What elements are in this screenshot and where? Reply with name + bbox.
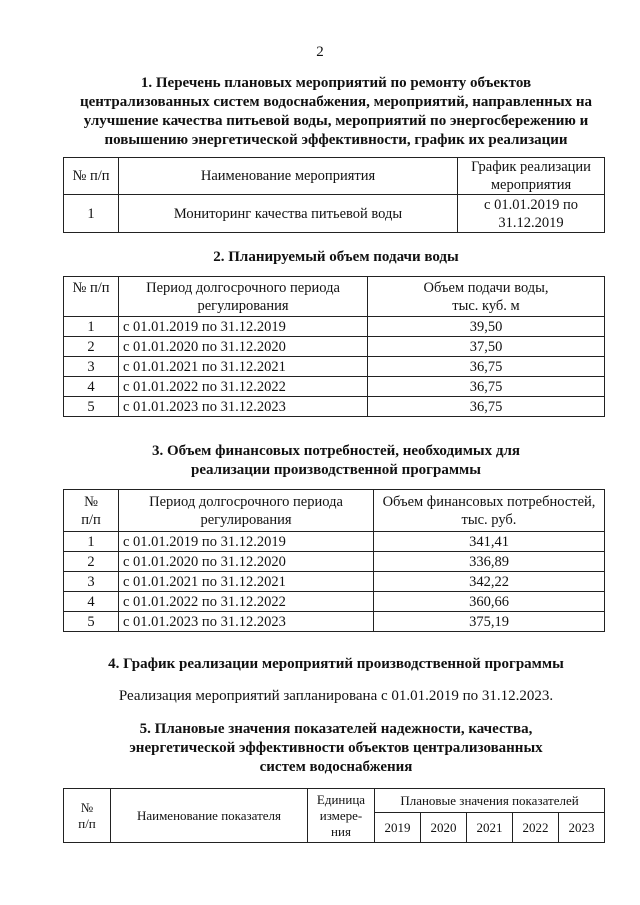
header-period-line2: регулирования: [197, 297, 289, 314]
cell-num: 2: [64, 552, 119, 572]
cell-period: с 01.01.2023 по 31.12.2023: [119, 612, 374, 632]
section4-text: Реализация мероприятий запланирована с 01.01.2019 по 31.12.2023.: [118, 688, 554, 704]
cell-financial-needs: 336,89: [374, 552, 605, 572]
cell-financial-needs: 342,22: [374, 572, 605, 592]
cell-period: с 01.01.2019 по 31.12.2019: [119, 317, 368, 337]
header-volume-line2: тыс. куб. м: [452, 297, 520, 314]
header-num: № п/п: [64, 158, 119, 195]
cell-period: с 01.01.2021 по 31.12.2021: [119, 572, 374, 592]
section3-heading: [60, 442, 612, 480]
section5-heading-line: энергетической эффективности объектов централизованных: [129, 740, 543, 756]
cell-schedule-line1: с 01.01.2019 по: [484, 196, 578, 213]
section5-heading-line: систем водоснабжения: [259, 759, 413, 775]
header-unit: [308, 789, 375, 843]
table-header-row: [64, 490, 605, 532]
cell-volume: 39,50: [368, 317, 605, 337]
table-row: [64, 195, 605, 233]
table-header-row: [64, 158, 605, 195]
section1-heading-line: централизованных систем водоснабжения, мероприятий, направленных на: [79, 94, 593, 110]
section4-heading: 4. График реализации мероприятий производственной программы: [108, 656, 564, 672]
header-indicator-name: Наименование показателя: [111, 789, 308, 843]
measures-table: [63, 157, 605, 233]
cell-volume: 37,50: [368, 337, 605, 357]
header-num-line1: №: [84, 493, 98, 510]
cell-period: с 01.01.2020 по 31.12.2020: [119, 337, 368, 357]
cell-schedule-line2: 31.12.2019: [498, 214, 564, 231]
header-financial-line1: Объем финансовых потребностей,: [382, 493, 596, 510]
cell-period: с 01.01.2020 по 31.12.2020: [119, 552, 374, 572]
table-row: [64, 357, 605, 377]
cell-period: с 01.01.2021 по 31.12.2021: [119, 357, 368, 377]
header-schedule: [458, 158, 605, 195]
table-header-row: [64, 789, 605, 813]
section1-heading-line: повышению энергетической эффективности, график их реализации: [104, 132, 568, 148]
section1-heading: [60, 74, 612, 150]
cell-num: 3: [64, 357, 119, 377]
header-volume: [368, 277, 605, 317]
cell-financial-needs: 341,41: [374, 532, 605, 552]
header-unit-line3: ния: [331, 823, 351, 839]
header-num: [64, 490, 119, 532]
table-row: [64, 552, 605, 572]
table-row: [64, 532, 605, 552]
table-row: [64, 337, 605, 357]
header-planned-values: Плановые значения показателей: [375, 789, 605, 813]
header-period-line1: Период долгосрочного периода: [149, 493, 343, 510]
cell-num: 4: [64, 377, 119, 397]
cell-volume: 36,75: [368, 357, 605, 377]
header-period: [119, 277, 368, 317]
header-period-line1: Период долгосрочного периода: [146, 279, 340, 296]
section1-heading-line: 1. Перечень плановых мероприятий по ремонту объектов: [140, 75, 532, 91]
header-volume-line1: Объем подачи воды,: [423, 279, 549, 296]
header-year: 2020: [420, 813, 466, 843]
header-year: 2023: [558, 813, 604, 843]
financial-needs-table: [63, 489, 605, 632]
table-row: [64, 612, 605, 632]
header-financial-needs: [374, 490, 605, 532]
cell-num: 1: [64, 532, 119, 552]
cell-num: 1: [64, 317, 119, 337]
indicators-table: [63, 788, 605, 843]
cell-period: с 01.01.2022 по 31.12.2022: [119, 592, 374, 612]
cell-financial-needs: 360,66: [374, 592, 605, 612]
table-row: [64, 397, 605, 417]
table-row: [64, 377, 605, 397]
cell-num: 1: [64, 195, 119, 233]
section1-heading-line: улучшение качества питьевой воды, мероприятий по энергосбережению и: [83, 113, 589, 129]
section5-heading: [60, 720, 612, 777]
section3-heading-line: 3. Объем финансовых потребностей, необходимых для: [151, 443, 521, 459]
header-unit-line2: измере-: [319, 807, 363, 823]
header-measure-name: Наименование мероприятия: [119, 158, 458, 195]
cell-num: 5: [64, 397, 119, 417]
cell-num: 4: [64, 592, 119, 612]
header-num: [64, 789, 111, 843]
header-num-line1: №: [80, 799, 94, 815]
header-num: № п/п: [64, 277, 119, 317]
header-period-line2: регулирования: [200, 511, 292, 528]
section5-heading-line: 5. Плановые значения показателей надежности, качества,: [139, 721, 533, 737]
header-financial-line2: тыс. руб.: [461, 511, 517, 528]
cell-period: с 01.01.2023 по 31.12.2023: [119, 397, 368, 417]
cell-volume: 36,75: [368, 397, 605, 417]
cell-period: с 01.01.2019 по 31.12.2019: [119, 532, 374, 552]
header-period: [119, 490, 374, 532]
cell-measure-name: Мониторинг качества питьевой воды: [119, 195, 458, 233]
section3-heading-line: реализации производственной программы: [191, 462, 481, 478]
table-header-row: [64, 277, 605, 317]
page-number: 2: [316, 44, 324, 60]
cell-volume: 36,75: [368, 377, 605, 397]
water-supply-table: [63, 276, 605, 417]
table-row: [64, 317, 605, 337]
table-row: [64, 572, 605, 592]
header-year: 2021: [466, 813, 512, 843]
header-unit-line1: Единица: [316, 791, 366, 807]
header-num-line2: п/п: [78, 815, 96, 831]
section2-heading: 2. Планируемый объем подачи воды: [213, 249, 459, 265]
cell-financial-needs: 375,19: [374, 612, 605, 632]
cell-num: 2: [64, 337, 119, 357]
cell-num: 3: [64, 572, 119, 592]
header-year: 2019: [375, 813, 421, 843]
cell-schedule: [458, 195, 605, 233]
header-num-line2: п/п: [81, 511, 101, 528]
header-schedule-line1: График реализации: [471, 159, 591, 175]
table-row: [64, 592, 605, 612]
header-schedule-line2: мероприятия: [490, 177, 572, 193]
cell-num: 5: [64, 612, 119, 632]
header-year: 2022: [512, 813, 558, 843]
cell-period: с 01.01.2022 по 31.12.2022: [119, 377, 368, 397]
